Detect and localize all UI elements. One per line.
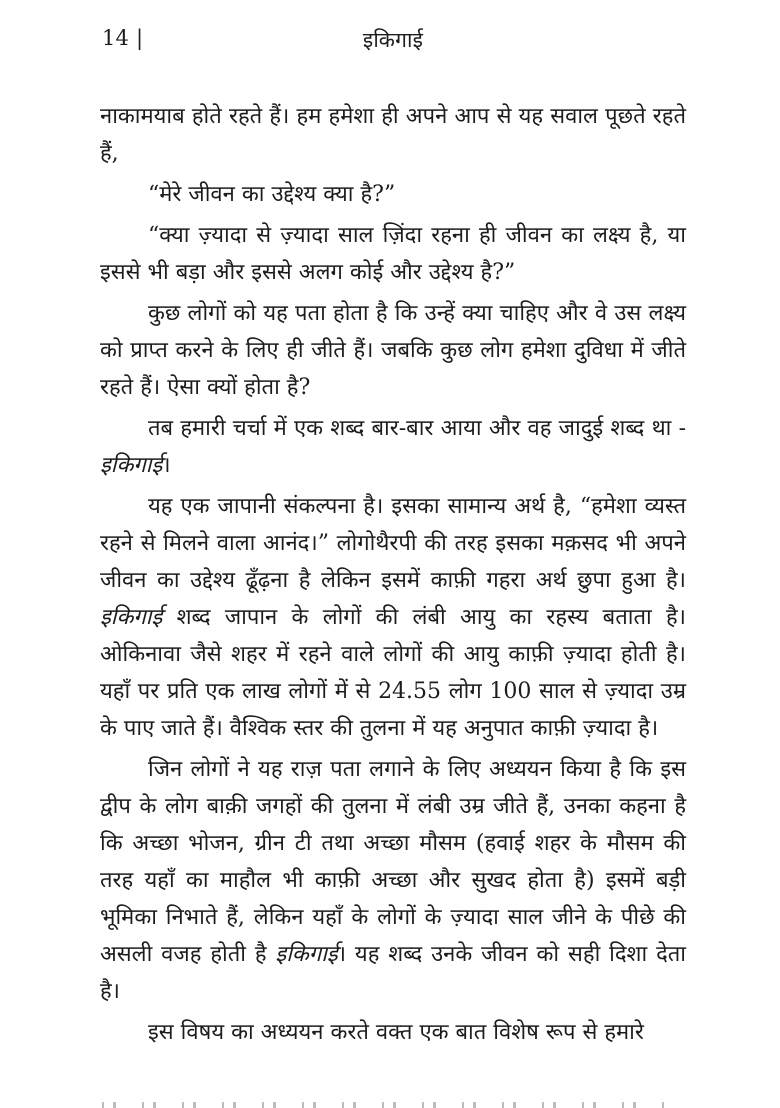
text-run: नाकामयाब होते रहते हैं। हम हमेशा ही अपने आप से यह सवाल पूछते रहते हैं, — [100, 104, 686, 166]
paragraph — [100, 488, 686, 747]
paragraph — [100, 295, 686, 406]
text-run: शब्द जापान के लोगों की लंबी आयु का रहस्य बताता है। ओकिनावा जैसे शहर में रहने वाले लोगों की आयु काफ़ी ज़्यादा होती है। यहाँ पर प्रति एक लाख लोगों में से 24.55 लोग 100 साल से ज़्यादा उम्र के पाए जाते हैं। वैश्विक स्तर की तुलना में यह अनुपात काफ़ी ज़्यादा है। — [100, 605, 686, 741]
book-title: इकिगाई — [362, 28, 424, 52]
page-number: 14 | — [102, 26, 144, 50]
text-run: तब हमारी चर्चा में एक शब्द बार-बार आया और वह जादुई शब्द था - — [148, 416, 686, 441]
paragraph — [100, 217, 686, 291]
page-body — [100, 98, 686, 1051]
paragraph — [100, 751, 686, 1010]
paragraph — [100, 1014, 686, 1051]
text-run: इस विषय का अध्ययन करते वक्त एक बात विशेष रूप से हमारे — [148, 1020, 644, 1045]
paragraph — [100, 176, 686, 213]
page-header — [100, 26, 686, 58]
paragraph — [100, 410, 686, 484]
text-run: । यह शब्द उनके जीवन को सही दिशा देता है। — [100, 942, 687, 1004]
italic-term-ikigai: इकिगाई — [100, 453, 163, 478]
text-run: यह एक जापानी संकल्पना है। इसका सामान्य अर्थ है, “हमेशा व्यस्त रहने से मिलने वाला आनंद।” लोगोथैरपी की तरह इसका मक़सद भी अपने जीवन का उद्देश्य ढूँढ़ना है लेकिन इसमें काफ़ी गहरा अर्थ छुपा हुआ है। — [100, 494, 686, 593]
italic-term-ikigai: इकिगाई — [275, 942, 338, 967]
text-run: जिन लोगों ने यह राज़ पता लगाने के लिए अध्ययन किया है कि इस द्वीप के लोग बाक़ी जगहों की तुलना में लंबी उम्र जीते हैं, उनका कहना है कि अच्छा भोजन, ग्रीन टी तथा अच्छा मौसम (हवाई शहर के मौसम की तरह यहाँ का माहौल भी काफ़ी अच्छा और सुखद होता है) इसमें बड़ी भूमिका निभाते हैं, लेकिन यहाँ के लोगों के ज़्यादा साल जीने के पीछे की असली वजह होती है — [100, 757, 686, 967]
text-run: कुछ लोगों को यह पता होता है कि उन्हें क्या चाहिए और वे उस लक्ष्य को प्राप्त करने के लिए ही जीते हैं। जबकि कुछ लोग हमेशा दुविधा में जीते रहते हैं। ऐसा क्यों होता है? — [100, 301, 686, 400]
paragraph — [100, 98, 686, 172]
italic-term-ikigai: इकिगाई — [100, 605, 163, 630]
text-run: “मेरे जीवन का उद्देश्य क्या है?” — [148, 182, 396, 207]
text-run: “क्या ज़्यादा से ज़्यादा साल ज़िंदा रहना ही जीवन का लक्ष्य है, या इससे भी बड़ा और इससे अलग कोई और उद्देश्य है?” — [100, 223, 686, 285]
text-run: । — [162, 453, 171, 478]
clipped-next-line — [102, 1102, 672, 1108]
